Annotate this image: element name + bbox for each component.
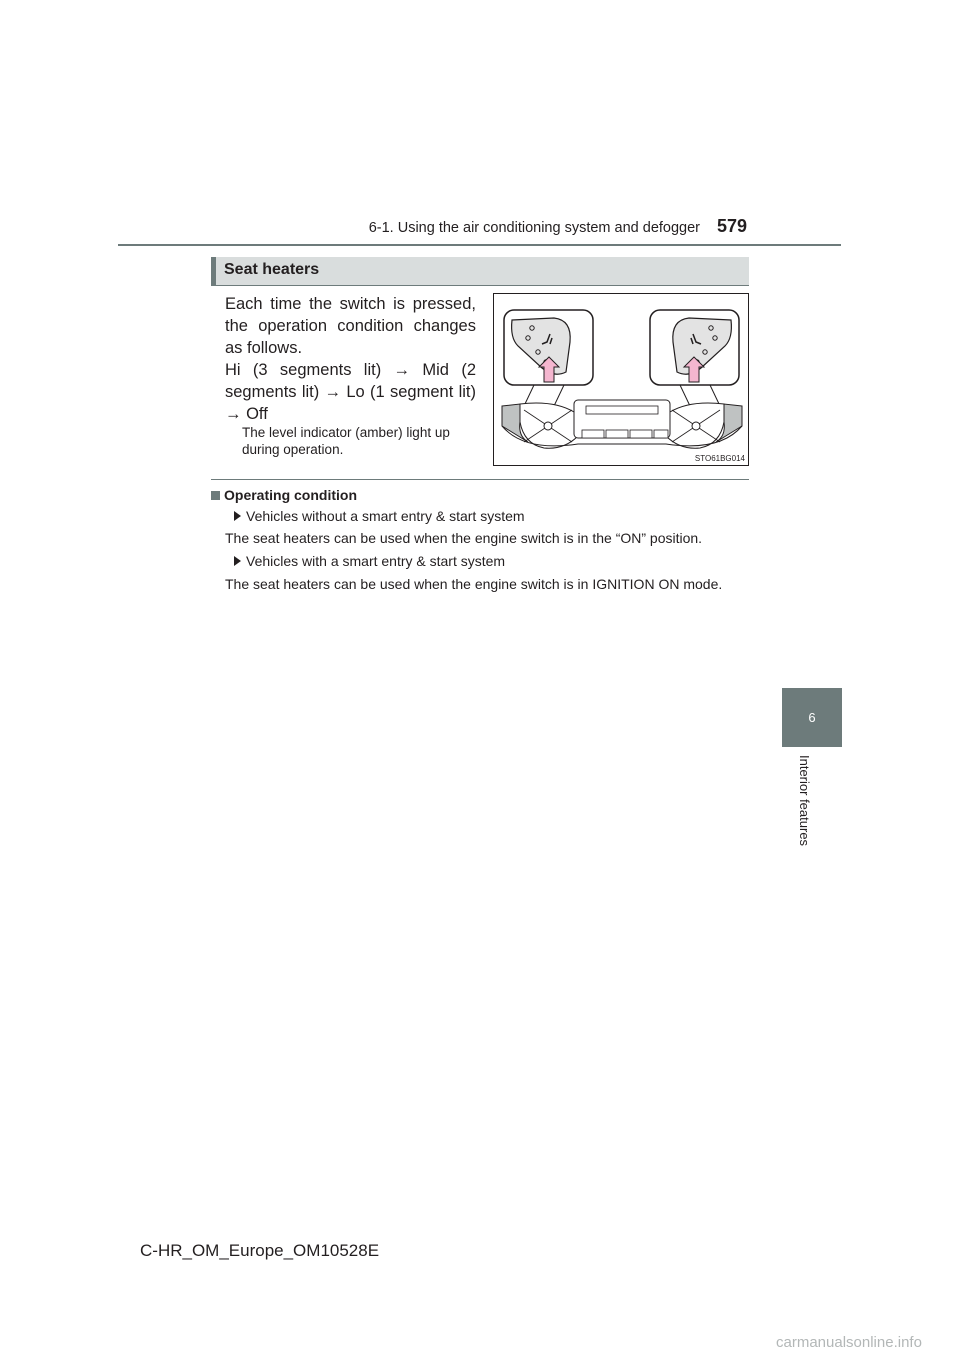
level-indicator-note: The level indicator (amber) light up during operation. — [242, 425, 450, 457]
operating-condition-heading — [211, 487, 357, 503]
case1-label: Vehicles without a smart entry & start system — [246, 508, 525, 524]
header-rule — [118, 244, 841, 246]
seat-heater-switch-illustration — [493, 293, 749, 466]
case1-text: The seat heaters can be used when the engine switch is in the “ON” position. — [225, 530, 703, 546]
case2-label-row — [225, 553, 745, 570]
section-heading-bar — [211, 257, 216, 285]
triangle-bullet-icon — [234, 511, 241, 521]
chapter-title: Interior features — [797, 755, 812, 847]
figure-code: STO61BG014 — [694, 454, 745, 463]
section-end-rule — [211, 479, 749, 480]
section-heading — [211, 257, 749, 286]
chapter-tab[interactable] — [782, 688, 842, 747]
case1-label-row — [225, 508, 745, 525]
page-number: 579 — [717, 216, 748, 236]
square-bullet-icon — [211, 491, 220, 500]
triangle-bullet-icon — [234, 556, 241, 566]
intro-paragraph-2: Hi (3 segments lit) → Mid (2 segments lit) → Lo (1 segment lit) → Off — [225, 361, 476, 423]
case2-label: Vehicles with a smart entry & start system — [246, 553, 506, 569]
section-title: Seat heaters — [224, 261, 320, 278]
header-section-title: 6-1. Using the air conditioning system and defogger — [368, 220, 700, 236]
footer-doc-code: C-HR_OM_Europe_OM10528E — [140, 1241, 380, 1260]
intro-text — [225, 293, 476, 425]
intro-paragraph-1: Each time the switch is pressed, the operation condition changes as follows. — [225, 295, 476, 357]
console-drawing — [494, 294, 750, 467]
chapter-number: 6 — [808, 710, 816, 725]
watermark: carmanualsonline.info — [776, 1334, 922, 1351]
case2-text: The seat heaters can be used when the engine switch is in IGNITION ON mode. — [225, 576, 723, 592]
operating-condition-title: Operating condition — [224, 487, 357, 503]
